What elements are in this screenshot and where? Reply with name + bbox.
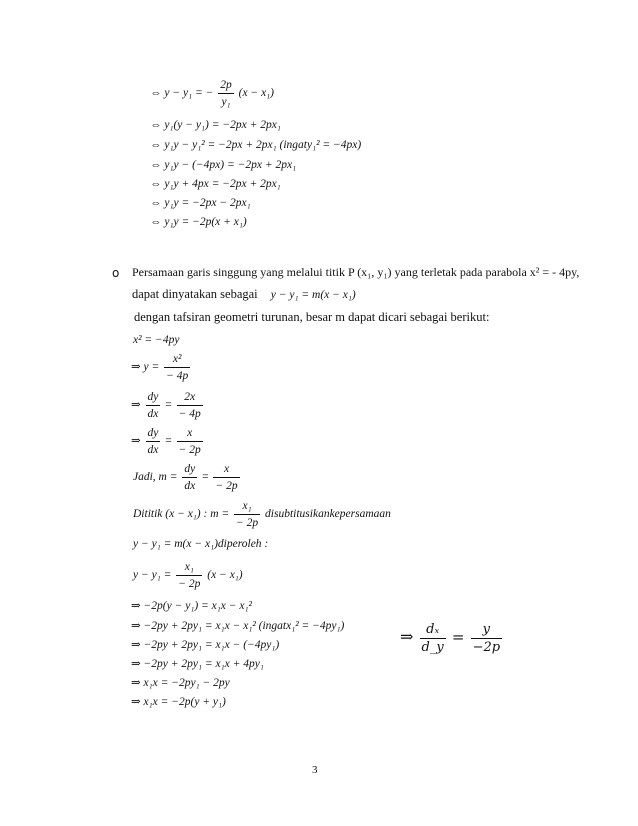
equals-sign: = xyxy=(165,435,172,448)
equation-line-4: ⇔ y₁y − (−4px) = −2px + 2px₁ xyxy=(150,159,297,171)
eq-text: (x − x₁) xyxy=(207,569,243,582)
deriv-line-9: ⇒ −2p(y − y₁) = x₁x − x₁² xyxy=(131,600,252,612)
deriv-line-11: ⇒ −2py + 2py₁ = x₁x − (−4py₁) xyxy=(131,639,280,651)
numerator: x₁ xyxy=(234,499,260,515)
eq-text: (x − x₁) xyxy=(238,87,275,100)
deriv-line-5 xyxy=(133,462,242,493)
denominator: dx xyxy=(184,480,196,492)
equals-sign: = xyxy=(202,471,209,484)
fraction xyxy=(146,426,161,457)
fraction xyxy=(176,560,202,591)
numerator: x xyxy=(177,426,203,442)
deriv-line-8 xyxy=(133,560,243,591)
equals-sign: = xyxy=(451,628,465,646)
equation-line-1 xyxy=(150,78,274,109)
numerator: x xyxy=(213,462,239,478)
inline-equation: y − y₁ = m(x − x₁) xyxy=(270,289,356,301)
page-number: 3 xyxy=(312,764,318,776)
deriv-line-2 xyxy=(131,352,192,383)
denominator: dx xyxy=(147,444,159,456)
eq-text: Dititik (x − x₁) : m = xyxy=(133,508,230,521)
denominator: − 4p xyxy=(178,408,201,420)
deriv-line-3 xyxy=(131,390,205,421)
fraction xyxy=(234,499,260,530)
deriv-line-6 xyxy=(133,499,391,530)
equation-line-3: ⇔ y₁y − y₁² = −2px + 2px₁ (ingaty₁² = −4px) xyxy=(150,139,362,151)
equation-line-5: ⇔ y₁y + 4px = −2px + 2px₁ xyxy=(150,178,281,190)
equation-line-2: ⇔ y₁(y − y₁) = −2px + 2px₁ xyxy=(150,119,281,131)
deriv-line-10: ⇒ −2py + 2py₁ = x₁x − x₁² (ingatx₁² = −4py₁) xyxy=(131,620,345,632)
paragraph-text: dapat dinyatakan sebagai xyxy=(132,287,258,301)
paragraph-line-3: dengan tafsiran geometri turunan, besar m dapat dicari sebagai berikut: xyxy=(134,310,490,324)
denominator: − 2p xyxy=(178,578,201,590)
numerator: dy xyxy=(146,390,161,406)
deriv-line-14: ⇒ x₁x = −2p(y + y₁) xyxy=(131,696,226,708)
arrow-symbol: ⇒ xyxy=(131,435,141,448)
eq-text: disubtitusikankepersamaan xyxy=(265,508,391,521)
numerator: dₓ xyxy=(420,622,446,639)
equation-line-6: ⇔ y₁y = −2px − 2px₁ xyxy=(150,197,251,209)
equation-line-7: ⇔ y₁y = −2p(x + x₁) xyxy=(150,216,247,228)
deriv-line-7: y − y₁ = m(x − x₁)diperoleh : xyxy=(133,538,269,550)
denominator: − 2p xyxy=(215,480,238,492)
fraction xyxy=(164,352,190,383)
numerator: 2p xyxy=(218,78,234,94)
paragraph-line-1: Persamaan garis singgung yang melalui titik P (x₁, y₁) yang terletak pada parabola x² = - 4py, xyxy=(132,265,580,279)
deriv-line-1: x² = −4py xyxy=(133,334,180,346)
fraction xyxy=(420,622,446,655)
aside-equation xyxy=(400,622,504,655)
denominator: −2p xyxy=(472,640,501,655)
numerator: dy xyxy=(182,462,197,478)
denominator: − 2p xyxy=(236,517,259,529)
bullet-marker: o xyxy=(112,266,120,280)
deriv-line-4 xyxy=(131,426,205,457)
eq-text: y − y₁ = xyxy=(133,569,172,582)
numerator: x² xyxy=(164,352,190,368)
denominator: dx xyxy=(147,408,159,420)
numerator: x₁ xyxy=(176,560,202,576)
fraction xyxy=(182,462,197,493)
deriv-line-12: ⇒ −2py + 2py₁ = x₁x + 4py₁ xyxy=(131,658,264,670)
fraction xyxy=(177,426,203,457)
numerator: y xyxy=(471,622,503,639)
denominator: y₁ xyxy=(221,96,231,108)
arrow-symbol: ⇒ xyxy=(400,627,414,646)
paragraph-line-2 xyxy=(132,286,356,302)
denominator: − 2p xyxy=(178,444,201,456)
arrow-symbol: ⇒ xyxy=(131,399,141,412)
fraction xyxy=(218,78,234,109)
eq-text: ⇔ y − y₁ = − xyxy=(150,87,214,100)
numerator: 2x xyxy=(177,390,203,406)
fraction xyxy=(146,390,161,421)
fraction xyxy=(213,462,239,493)
numerator: dy xyxy=(146,426,161,442)
eq-text: ⇒ y = xyxy=(131,361,160,374)
fraction xyxy=(471,622,503,655)
denominator: d_y xyxy=(421,640,444,655)
fraction xyxy=(177,390,203,421)
eq-text: Jadi, m = xyxy=(133,471,178,484)
denominator: − 4p xyxy=(166,370,189,382)
equals-sign: = xyxy=(165,399,172,412)
deriv-line-13: ⇒ x₁x = −2py₁ − 2py xyxy=(131,677,230,689)
